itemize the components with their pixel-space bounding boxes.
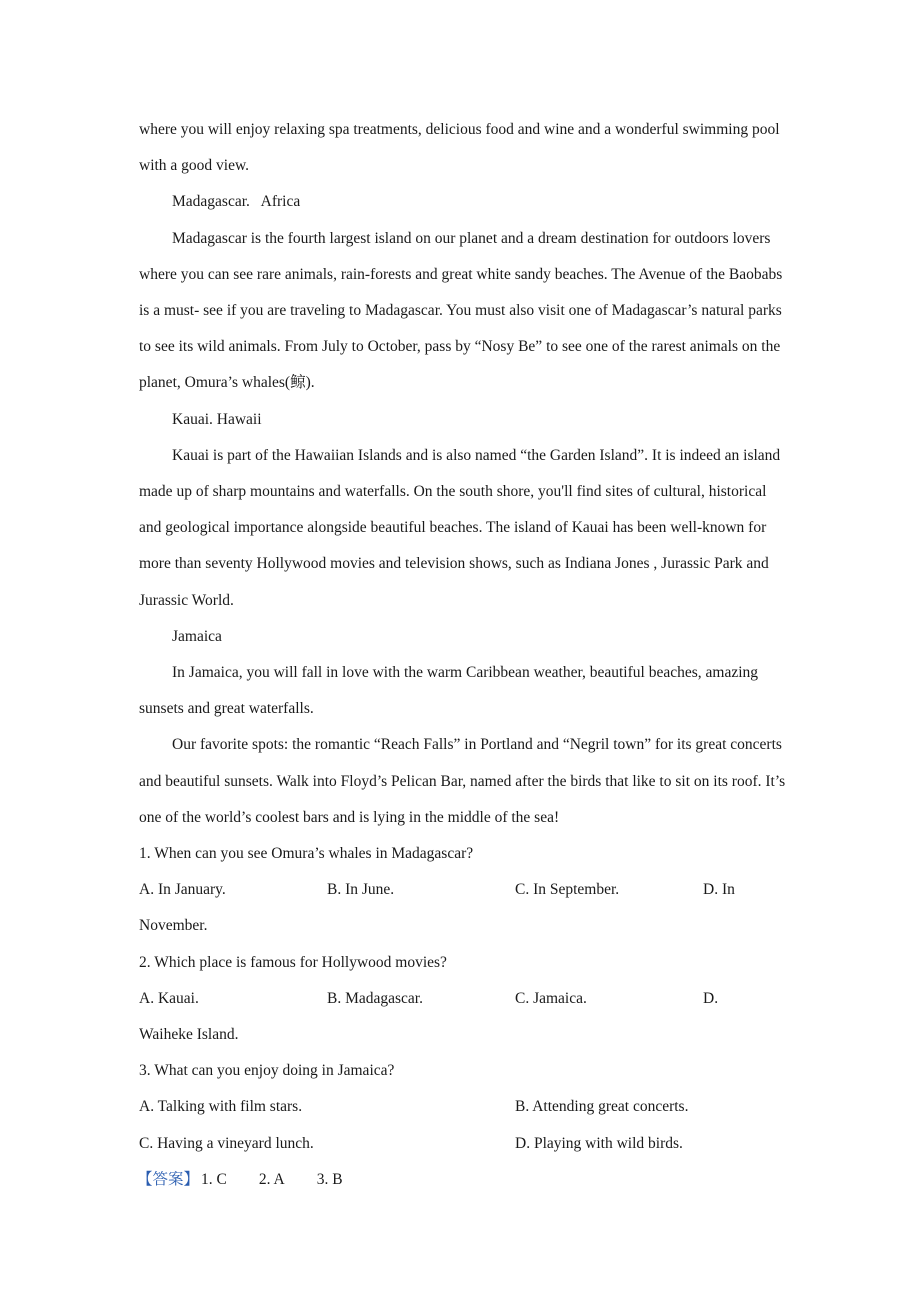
- section-paragraph: Madagascar is the fourth largest island on our planet and a dream destination for outdoors lovers where you can see rare animals, rain-forests and great white sandy beaches. The Avenue of the Baobabs is a must- see if you are traveling to Madagascar. You must also visit one of Madagascar’s natural parks to see its wild animals. From July to October, pass by “Nosy Be” to see one of the rarest animals on the planet, Omura’s whales(鲸).: [139, 229, 783, 392]
- answer-row: [139, 1162, 789, 1198]
- option-b: B. Madagascar.: [327, 989, 423, 1007]
- question-options: [139, 872, 789, 908]
- option-c: C. Having a vineyard lunch.: [139, 1134, 314, 1152]
- option-a: A. Talking with film stars.: [139, 1098, 303, 1116]
- option-a: A. Kauai.: [139, 989, 199, 1007]
- answer-item: 2. A: [258, 1170, 285, 1188]
- intro-continuation: where you will enjoy relaxing spa treatments, delicious food and wine and a wonderful swimming pool with a good view.: [139, 121, 780, 175]
- option-d: D. In: [703, 881, 735, 899]
- option-d-continued: November.: [139, 917, 208, 935]
- question-stem: 2. Which place is famous for Hollywood movies?: [139, 953, 447, 971]
- option-d: D. Playing with wild birds.: [515, 1134, 683, 1152]
- option-c: C. In September.: [515, 881, 620, 899]
- option-d: D.: [703, 989, 719, 1007]
- section-heading-jamaica: Jamaica: [172, 627, 222, 645]
- section-paragraph: Kauai is part of the Hawaiian Islands and is also named “the Garden Island”. It is indeed an island made up of sharp mountains and waterfalls. On the south shore, you'll find sites of cultural, historical and geological importance alongside beautiful beaches. The island of Kauai has been well-known for more than seventy Hollywood movies and television shows, such as Indiana Jones , Jurassic Park and Jurassic World.: [139, 446, 781, 609]
- question-stem: 3. What can you enjoy doing in Jamaica?: [139, 1062, 395, 1080]
- option-c: C. Jamaica.: [515, 989, 587, 1007]
- question-stem: 1. When can you see Omura’s whales in Madagascar?: [139, 845, 474, 863]
- section-heading-kauai: Kauai. Hawaii: [172, 410, 262, 428]
- option-b: B. Attending great concerts.: [515, 1098, 689, 1116]
- section-paragraph: In Jamaica, you will fall in love with the warm Caribbean weather, beautiful beaches, amazing sunsets and great waterfalls.: [139, 664, 759, 718]
- answer-item: 1. C: [201, 1170, 227, 1188]
- section-paragraph: Our favorite spots: the romantic “Reach Falls” in Portland and “Negril town” for its great concerts and beautiful sunsets. Walk into Floyd’s Pelican Bar, named after the birds that like to sit on its roof. It’s one of the world’s coolest bars and is lying in the middle of the sea!: [139, 736, 786, 826]
- answer-item: 3. B: [316, 1170, 343, 1188]
- section-heading-madagascar: Madagascar. Africa: [172, 193, 301, 211]
- option-b: B. In June.: [327, 881, 395, 899]
- question-options: [139, 1126, 789, 1162]
- question-options: [139, 1089, 789, 1125]
- option-d-continued: Waiheke Island.: [139, 1026, 239, 1044]
- question-options: [139, 981, 789, 1017]
- document-content: [139, 112, 789, 1198]
- answer-label: 【答案】: [137, 1170, 200, 1188]
- option-a: A. In January.: [139, 881, 226, 899]
